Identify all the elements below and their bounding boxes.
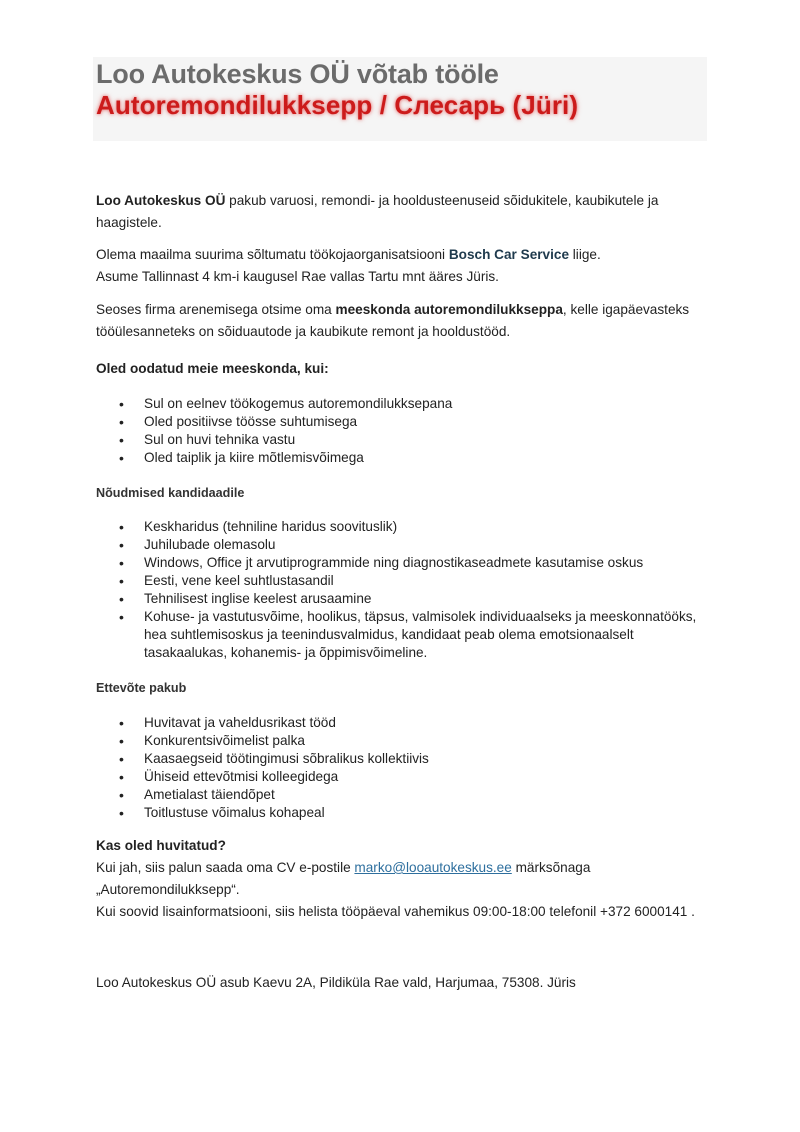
cv-post: märksõnaga [511,860,591,875]
requirements-list [96,518,706,662]
contact-heading: Kas oled huvitatud? [96,838,226,853]
document-body [96,190,706,994]
header-banner [93,57,707,141]
list-item: • Tehnilisest inglise keelest arusaamine [96,590,706,608]
list-item: • Oled positiivse töösse suhtumisega [96,413,706,431]
list-item: • Keskharidus (tehniline haridus soovituslik) [96,518,706,536]
requirements-heading: Nõudmised kandidaadile [96,486,245,500]
list-item: • Huvitavat ja vaheldusrikast tööd [96,714,706,732]
list-item: • Kaasaegseid töötingimusi sõbralikus kollektiivis [96,750,706,768]
expected-list [96,395,706,467]
cv-pre: Kui jah, siis palun saada oma CV e-postile [96,860,355,875]
intro-company: Loo Autokeskus OÜ [96,193,226,208]
list-item: • Kohuse- ja vastutusvõime, hoolikus, täpsus, valmisolek individuaalseks ja meeskonnatööks, hea suhtlemisoskus ja teenindusvalmidus, kandidaat peab olema emotsionaalselt tasakaalukas, kohanemis- ja õppimisvõimeline. [96,608,706,662]
intro-text: pakub varuosi, remondi- ja hooldusteenuseid sõidukitele, kaubikutele ja haagistele. [96,193,659,230]
bosch-brand: Bosch Car Service [448,247,569,262]
email-link[interactable]: marko@looautokeskus.ee [354,860,512,875]
growth-post: , kelle igapäevasteks tööülesanneteks on sõiduautode ja kaubikute remont ja hooldustööd. [96,302,690,339]
growth-pre: Seoses firma arenemisega otsime oma [96,302,336,317]
location-text: Asume Tallinnast 4 km-i kaugusel Rae vallas Tartu mnt ääres Jüris. [96,269,499,284]
list-item: • Ühiseid ettevõtmisi kolleegidega [96,768,706,786]
footer-address: Loo Autokeskus OÜ asub Kaevu 2A, Pildiküla Rae vald, Harjumaa, 75308. Jüris [96,975,576,990]
list-item: • Toitlustuse võimalus kohapeal [96,804,706,822]
member-pre: Olema maailma suurima sõltumatu töökojaorganisatsiooni [96,247,449,262]
contact-cv-line [96,857,706,879]
growth-bold: meeskonda autoremondilukkseppa [335,302,563,317]
list-item: • Sul on huvi tehnika vastu [96,431,706,449]
member-paragraph [96,244,706,288]
list-item: • Eesti, vene keel suhtlustasandil [96,572,706,590]
expected-heading: Oled oodatud meie meeskonda, kui: [96,361,329,376]
list-item: • Konkurentsivõimelist palka [96,732,706,750]
header-title: Loo Autokeskus OÜ võtab tööle [96,59,499,89]
list-item: • Ametialast täiendõpet [96,786,706,804]
growth-paragraph [96,299,706,343]
offers-list [96,714,706,822]
member-post: liige. [569,247,601,262]
list-item: • Windows, Office jt arvutiprogrammide ning diagnostikaseadmete kasutamise oskus [96,554,706,572]
list-item: • Sul on eelnev töökogemus autoremondilukksepana [96,395,706,413]
intro-paragraph [96,190,706,234]
list-item: • Juhilubade olemasolu [96,536,706,554]
offers-heading: Ettevõte pakub [96,681,187,695]
contact-keyword: „Autoremondilukksepp“. [96,882,240,897]
header-position: Autoremondilukksepp / Слесарь (Jüri) [96,90,579,120]
list-item: • Oled taiplik ja kiire mõtlemisvõimega [96,449,706,467]
contact-phone: Kui soovid lisainformatsiooni, siis helista tööpäeval vahemikus 09:00-18:00 telefonil +372 6000141 . [96,904,695,919]
